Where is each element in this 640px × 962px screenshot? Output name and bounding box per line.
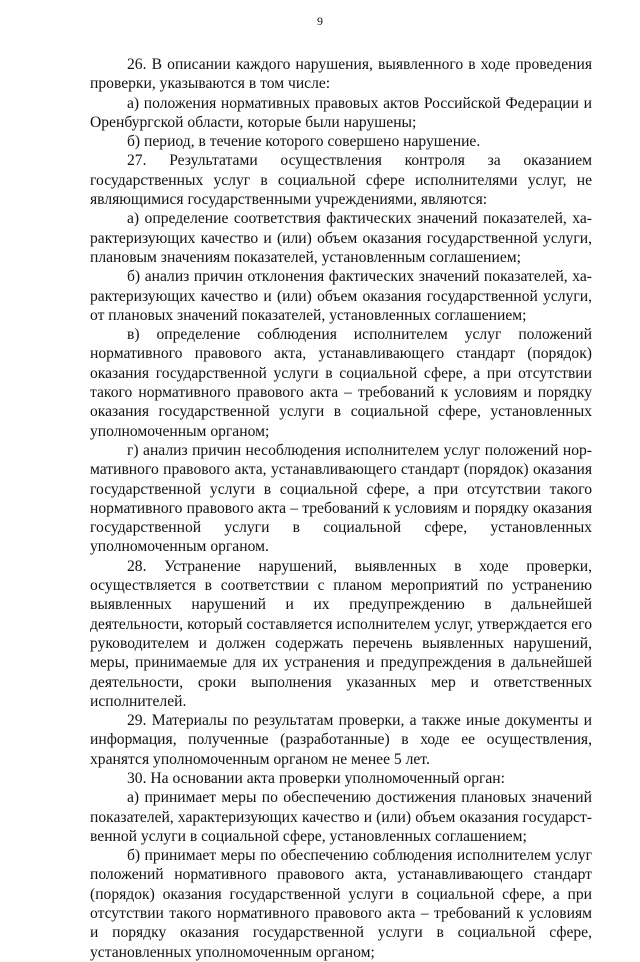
paragraph-26-b: б) период, в течение которого совершено нарушение.	[127, 133, 481, 151]
paragraph-27-v: в) определение соблюдения исполнителем услуг положений нормативного правового акта, устанавливающего стандарт (порядок) оказания государственной услуги в социальной сфере, а при отсутствии такого нормативного правового акта – требований к условиям и порядку оказания государственной услуги в социальной сфере, установленных уполномоченным органом;	[90, 326, 592, 440]
paragraph-27: 27. Результатами осуществления контроля за оказанием государственных услуг в социальной сфере исполнителями услуг, не являющимися государственными учреждениями, являются:	[90, 152, 592, 209]
paragraph-27-g: г) анализ причин несоблюдения исполнителем услуг положений нормативного правового акта, устанавливающего стандарт (порядок) оказания государственной услуги в социальной сфере, а при отсутствии такого нормативного правового акта – требований к условиям и порядку оказания государственной услуги в социальной сфере, установленных уполномоченным органом.	[90, 441, 592, 556]
paragraph-30: 30. На основании акта проверки уполномоченный орган:	[127, 769, 505, 787]
paragraph-30-b: б) принимает меры по обеспечению соблюдения исполнителем услуг положений нормативного правового акта, устанавливающего стандарт (порядок) оказания государственной услуги в социальной сфере, а при отсутствии такого нормативного правового акта – требований к условиям и порядку оказания государственной услуги в социальной сфере, установленных уполномоченным органом;	[90, 847, 592, 961]
paragraph-29: 29. Материалы по результатам проверки, а также иные документы и информация, полученные (разработанные) в ходе ее осуществления, хранятся уполномоченным органом не менее 5 лет.	[90, 712, 592, 768]
paragraph-28: 28. Устранение нарушений, выявленных в ходе проверки, осуществляется в соответствии с планом мероприятий по устранению выявленных нарушений и их предупреждению в дальнейшей деятельности, который составляется исполнителем услуг, утверждается его руководителем и должен содержать перечень выявленных нарушений, меры, принимаемые для их устранения и предупреждения в дальнейшей деятельности, сроки выполнения указанных мер и ответственных исполнителей.	[90, 557, 592, 710]
paragraph-26-a: а) положения нормативных правовых актов Российской Федерации и Оренбургской области, которые были нарушены;	[90, 94, 592, 131]
page-number: 9	[317, 14, 323, 28]
document-body	[90, 55, 592, 962]
paragraph-27-b: б) анализ причин отклонения фактических значений показателей, характеризующих качество и (или) объем оказания государственной услуги, от плановых значений показателей, установленных соглашением;	[90, 268, 592, 324]
paragraph-26: 26. В описании каждого нарушения, выявленного в ходе проведения проверки, указываются в том числе:	[90, 56, 592, 93]
paragraph-27-a: а) определение соответствия фактических значений показателей, характеризующих качество и (или) объем оказания государственной услуги, плановым значениям показателей, установленным соглашением;	[90, 210, 592, 266]
paragraph-30-a: а) принимает меры по обеспечению достижения плановых значений показателей, характеризующих качество и (или) объем оказания государственной услуги в социальной сфере, установленных соглашением;	[90, 789, 592, 845]
